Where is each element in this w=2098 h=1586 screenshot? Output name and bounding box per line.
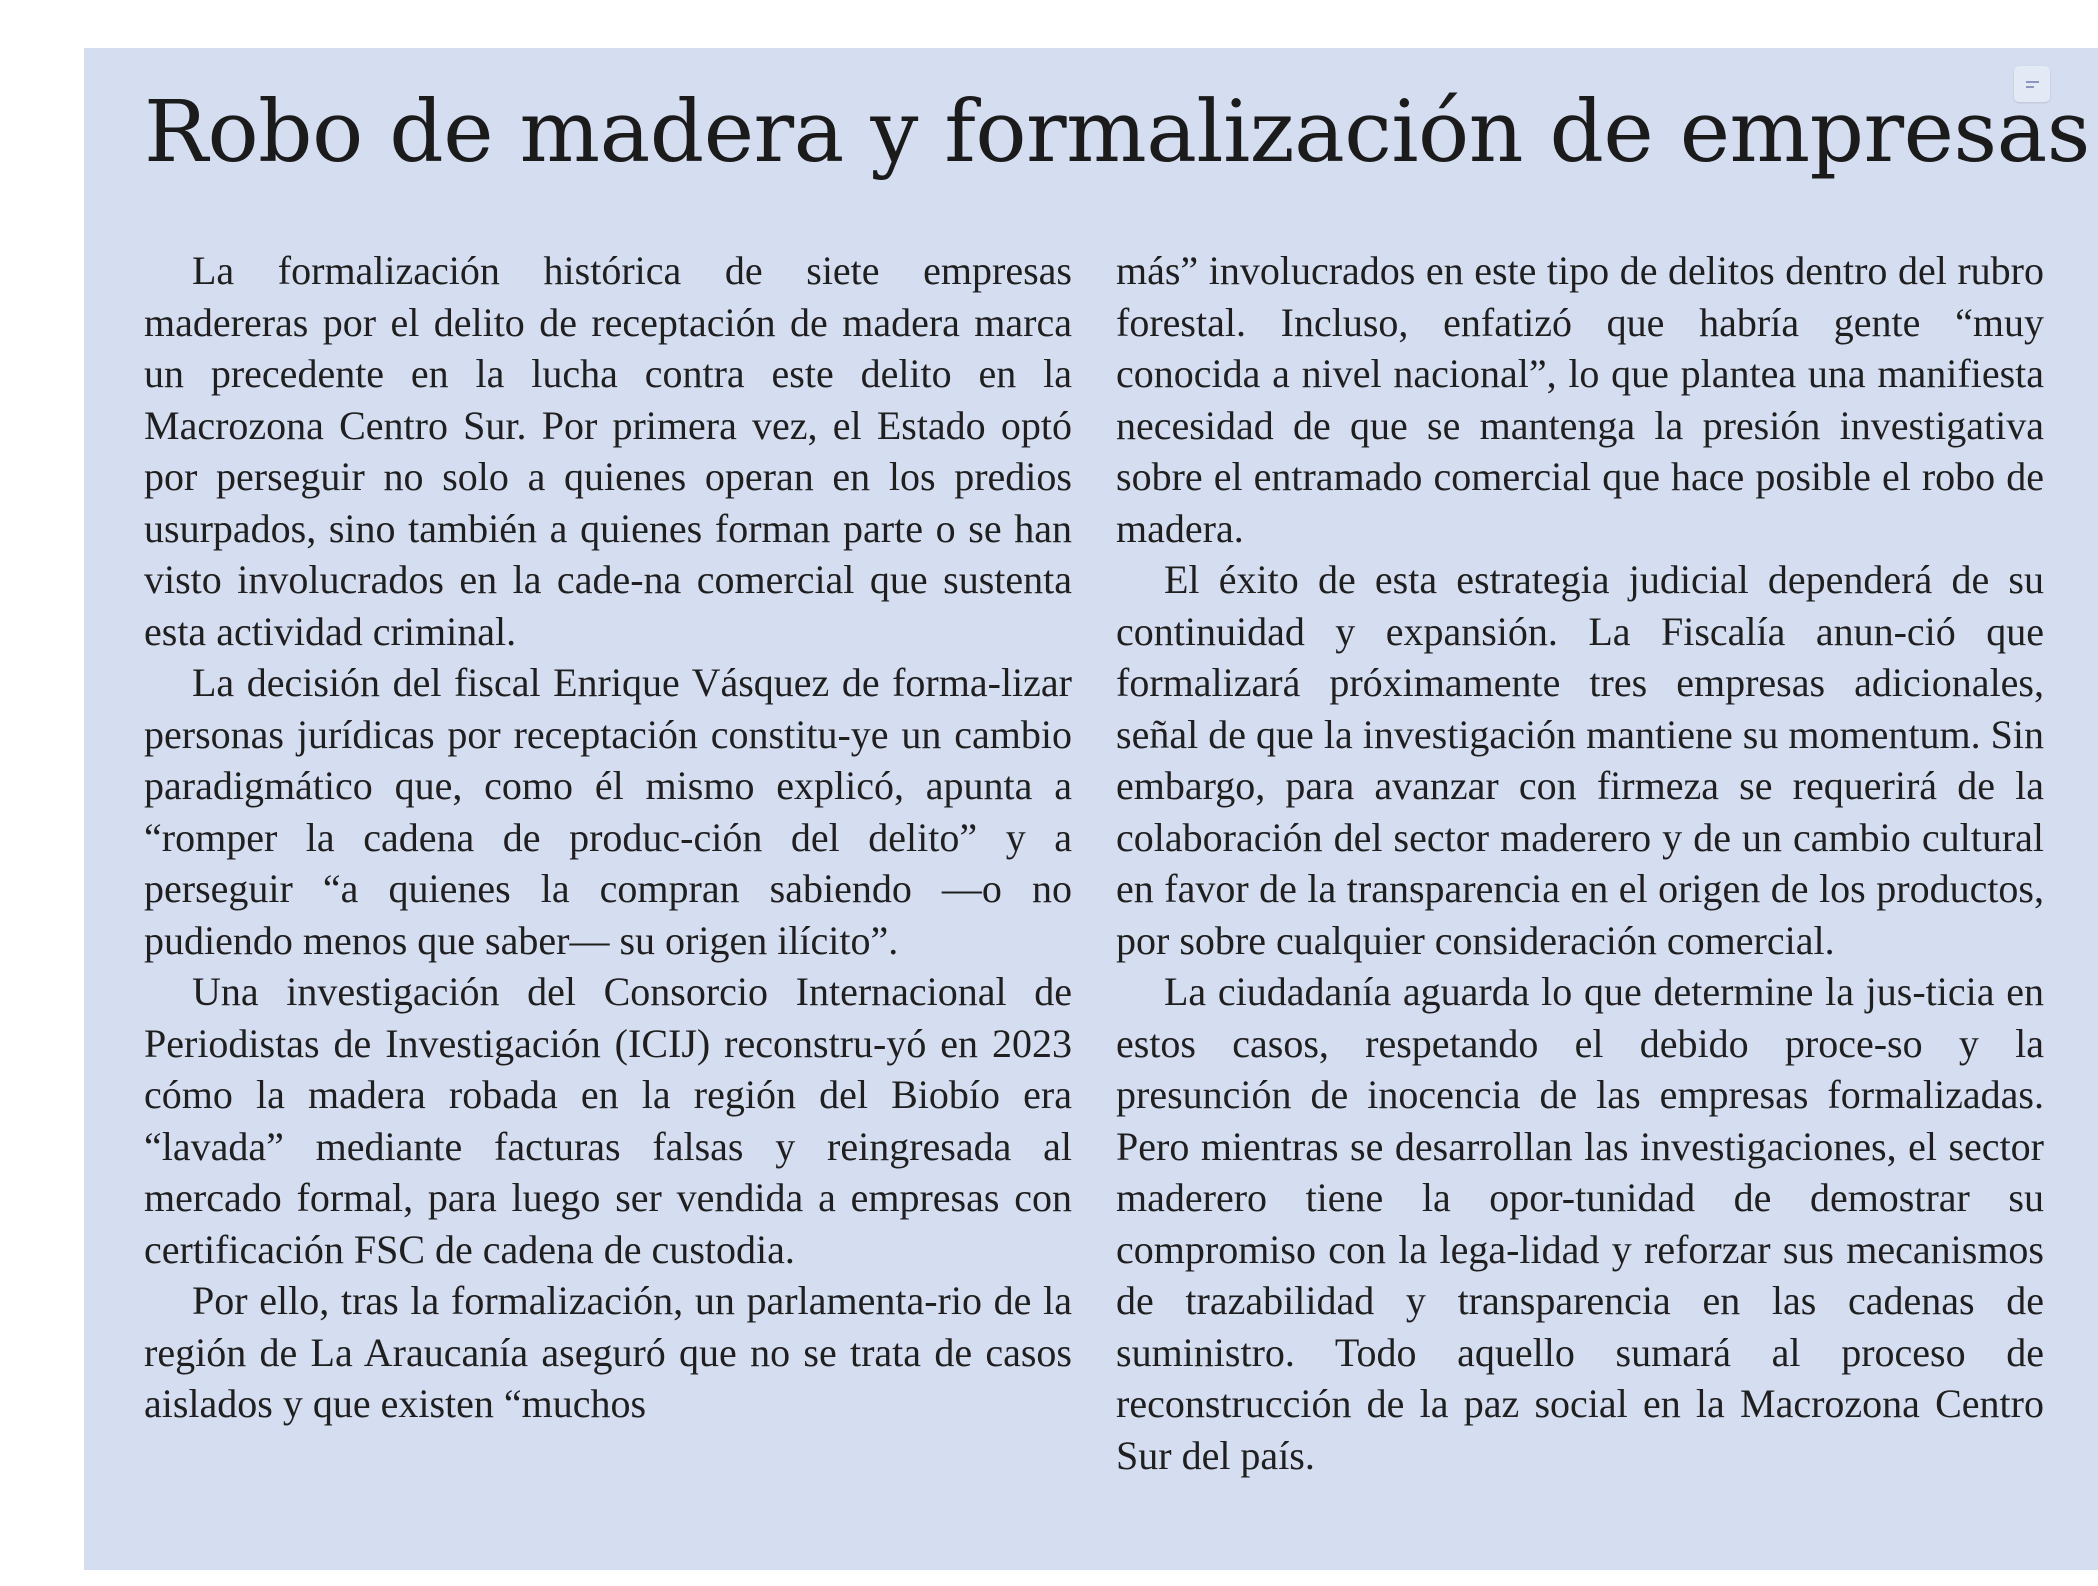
paragraph: La formalización histórica de siete empresas madereras por el delito de receptación de madera marca un precedente en la lucha contra este delito en la Macrozona Centro Sur. Por primera vez, el Estado optó por perseguir no solo a quienes operan en los predios usurpados, sino también a quienes forman parte o se han visto involucrados en la cade-na comercial que sustenta esta actividad criminal. <box>144 248 1072 654</box>
paragraph: Una investigación del Consorcio Internacional de Periodistas de Investigación (ICIJ) reconstru-yó en 2023 cómo la madera robada en la región del Biobío era “lavada” mediante facturas falsas y reingresada al mercado formal, para luego ser vendida a empresas con certificación FSC de cadena de custodia. <box>144 969 1072 1272</box>
paragraph: La ciudadanía aguarda lo que determine la jus-ticia en estos casos, respetando el debido proce-so y la presunción de inocencia de las empresas formalizadas. Pero mientras se desarrollan las investigaciones, el sector maderero tiene la opor-tunidad de demostrar su compromiso con la lega-lidad y reforzar sus mecanismos de trazabilidad y transparencia en las cadenas de suministro. Todo aquello sumará al proceso de reconstrucción de la paz social en la Macrozona Centro Sur del país. <box>1116 969 2044 1478</box>
article-body <box>144 245 2044 1481</box>
paragraph-continued: más” involucrados en este tipo de delitos dentro del rubro forestal. Incluso, enfatizó que habría gente “muy conocida a nivel nacional”, lo que plantea una manifiesta necesidad de que se mantenga la presión investigativa sobre el entramado comercial que hace posible el robo de madera. <box>1116 248 2044 551</box>
left-column <box>144 245 1072 1481</box>
paragraph: La decisión del fiscal Enrique Vásquez de forma-lizar personas jurídicas por receptación constitu-ye un cambio paradigmático que, como él mismo explicó, apunta a “romper la cadena de produc-ción del delito” y a perseguir “a quienes la compran sabiendo —o no pudiendo menos que saber— su origen ilícito”. <box>144 660 1072 963</box>
paragraph: El éxito de esta estrategia judicial dependerá de su continuidad y expansión. La Fiscalía anun-ció que formalizará próximamente tres empresas adicionales, señal de que la investigación mantiene su momentum. Sin embargo, para avanzar con firmeza se requerirá de la colaboración del sector maderero y de un cambio cultural en favor de la transparencia en el origen de los productos, por sobre cualquier consideración comercial. <box>1116 557 2044 963</box>
article-title: Robo de madera y formalización de empresas <box>144 83 2090 182</box>
right-column <box>1116 245 2044 1481</box>
paragraph: Por ello, tras la formalización, un parlamenta-rio de la región de La Araucanía aseguró que no se trata de casos aislados y que existen “muchos <box>144 1278 1072 1426</box>
article-panel <box>84 48 2098 1570</box>
